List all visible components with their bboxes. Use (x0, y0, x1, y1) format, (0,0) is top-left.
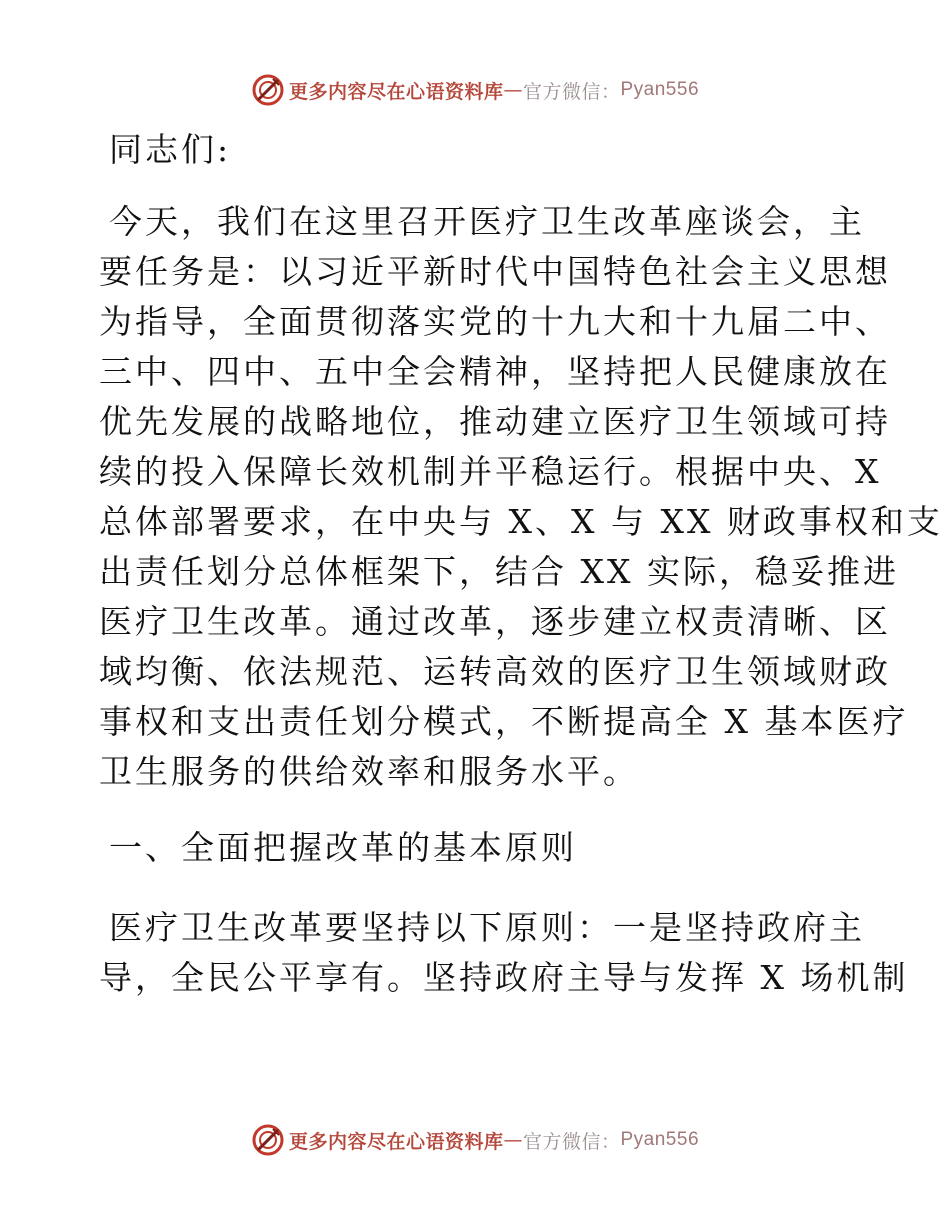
watermark-label: 官方微信： (522, 80, 621, 103)
text-line: 优先发展的战略地位，推动建立医疗卫生领域可持 (99, 402, 891, 441)
watermark-header (0, 70, 950, 110)
brand-logo-icon (251, 1123, 285, 1157)
watermark-brand: 更多内容尽在心语资料库 (288, 1130, 504, 1153)
text-line: 要任务是：以习近平新时代中国特色社会主义思想 (99, 252, 891, 291)
text-line: 卫生服务的供给效率和服务水平。 (99, 752, 639, 791)
text-line: 事权和支出责任划分模式，不断提高全 X 基本医疗 (99, 702, 909, 741)
paragraph-intro (99, 197, 943, 797)
text-line: 续的投入保障长效机制并平稳运行。根据中央、X (99, 452, 882, 491)
text-line: 导，全民公平享有。坚持政府主导与发挥 X 场机制 (99, 958, 909, 997)
text-line: 为指导，全面贯彻落实党的十九大和十九届二中、 (99, 302, 891, 341)
brand-logo-icon (251, 73, 285, 107)
text-line: 出责任划分总体框架下，结合 XX 实际，稳妥推进 (99, 552, 899, 591)
text-line: 今天，我们在这里召开医疗卫生改革座谈会，主 (109, 202, 865, 241)
watermark-footer (0, 1120, 950, 1160)
document-body (99, 125, 943, 1003)
paragraph-principles (99, 903, 909, 1003)
text-line: 总体部署要求，在中央与 X、X 与 XX 财政事权和支 (99, 502, 943, 541)
text-line: 医疗卫生改革。通过改革，逐步建立权责清晰、区 (99, 602, 891, 641)
watermark-dash: — (503, 1129, 523, 1151)
greeting: 同志们: (109, 130, 232, 169)
text-line: 域均衡、依法规范、运转高效的医疗卫生领域财政 (99, 652, 891, 691)
text-line: 三中、四中、五中全会精神，坚持把人民健康放在 (99, 352, 891, 391)
watermark-id: Pyan556 (620, 79, 700, 100)
watermark-label: 官方微信： (522, 1130, 621, 1153)
section-heading: 一、全面把握改革的基本原则 (109, 828, 577, 867)
watermark-id: Pyan556 (620, 1129, 700, 1150)
watermark-dash: — (503, 79, 523, 101)
watermark-brand: 更多内容尽在心语资料库 (288, 80, 504, 103)
text-line: 医疗卫生改革要坚持以下原则：一是坚持政府主 (109, 908, 865, 947)
